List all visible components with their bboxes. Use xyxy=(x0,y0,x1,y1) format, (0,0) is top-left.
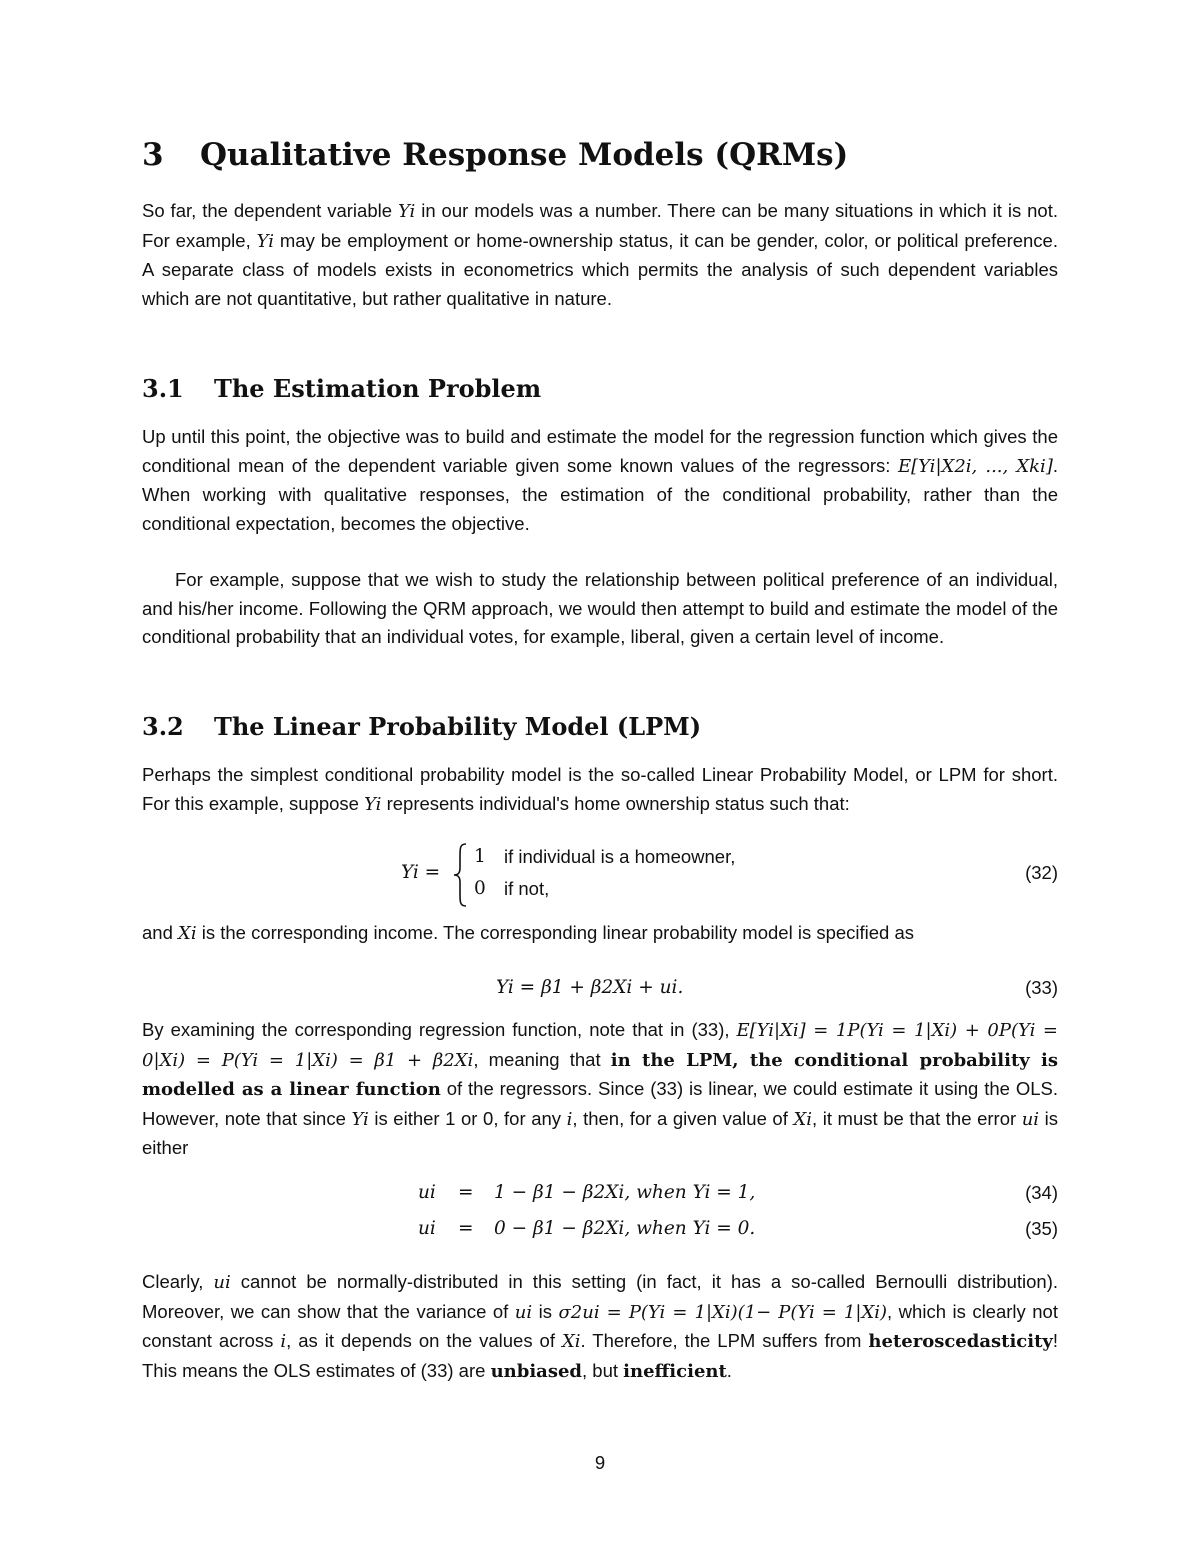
equation-rhs: 0 − β1 − β2Xi, when Yi = 0. xyxy=(494,1218,756,1239)
page-number: 9 xyxy=(594,1452,606,1473)
section-number: 3.1 xyxy=(142,374,184,403)
bold-term: unbiased xyxy=(490,1360,583,1382)
equation-33 xyxy=(142,977,1058,1007)
equation-lhs: ui xyxy=(418,1182,436,1203)
section-number: 3 xyxy=(142,137,164,173)
equation-rhs: 1 − β1 − β2Xi, when Yi = 1, xyxy=(494,1182,756,1203)
math-xi: Xi xyxy=(561,1331,581,1353)
math-ui: ui xyxy=(1021,1108,1040,1130)
math-xi: Xi xyxy=(793,1108,813,1130)
math-variance: σ2ui = P(Yi = 1|Xi)(1− P(Yi = 1|Xi) xyxy=(558,1301,888,1323)
equation-number: (35) xyxy=(1025,1218,1058,1239)
lpm-paragraph-1: Perhaps the simplest conditional probability model is the so-called Linear Probability Model, or LPM for short. For this example, suppose Yi represents individual's home ownership status such that: xyxy=(142,764,1058,815)
equation-number: (32) xyxy=(1025,862,1058,883)
case-2-condition: if not, xyxy=(504,878,550,899)
math-xi: Xi xyxy=(178,923,197,944)
bold-statement: in the LPM, the conditional probability is modelled as a linear function xyxy=(142,1049,1058,1101)
math-yi: Yi xyxy=(256,230,274,252)
left-brace-symbol xyxy=(452,842,470,908)
math-regression-function: E[Yi|Xi] = 1P(Yi = 1|Xi) + 0P(Yi = 0|Xi) = P(Yi = 1|Xi) = β1 + β2Xi xyxy=(142,1020,1059,1071)
equation-35 xyxy=(142,1218,1058,1248)
section-3-intro-paragraph: So far, the dependent variable Yi in our models was a number. There can be many situations in which it is not. For example, Yi may be employment or home-ownership status, it can be gender, color, or political preference. A separate class of models exists in econometrics which permits the analysis of such dependent variables which are not quantitative, but rather qualitative in nature. xyxy=(142,200,1058,309)
math-yi: Yi xyxy=(351,1108,369,1130)
case-1-condition: if individual is a homeowner, xyxy=(504,846,736,867)
equation-32 xyxy=(142,842,1058,908)
equation-34 xyxy=(142,1182,1058,1212)
section-number: 3.2 xyxy=(142,712,184,741)
section-3-1-heading xyxy=(142,374,541,403)
equation-body: Yi = β1 + β2Xi + ui. xyxy=(496,977,684,998)
equation-lhs: Yi = xyxy=(401,862,441,883)
estimation-paragraph-2: For example, suppose that we wish to study the relationship between political preference of an individual, and his/her income. Following the QRM approach, we would then attempt to build and estimate the model of the conditional probability that an individual votes, for example, liberal, given a certain level of income. xyxy=(142,569,1058,648)
math-i: i xyxy=(566,1108,573,1130)
section-title: The Estimation Problem xyxy=(214,374,542,403)
case-2-value: 0 xyxy=(474,878,486,899)
case-1-value: 1 xyxy=(474,846,486,867)
math-i: i xyxy=(280,1331,287,1353)
section-3-heading xyxy=(142,137,848,173)
math-ui: ui xyxy=(514,1301,533,1323)
estimation-paragraph-1: Up until this point, the objective was to build and estimate the model for the regression function which gives the conditional mean of the dependent variable given some known values of the regressors: E[Yi|X2i, ..., Xki]. When working with qualitative responses, the estimation of the conditional probability, rather than the conditional expectation, becomes the objective. xyxy=(142,426,1058,534)
equation-lhs: ui xyxy=(418,1218,436,1239)
bold-term: inefficient xyxy=(623,1360,727,1382)
equals-sign: = xyxy=(458,1218,474,1239)
section-title: The Linear Probability Model (LPM) xyxy=(214,712,702,741)
section-3-2-heading xyxy=(142,712,701,741)
bold-term: heteroscedasticity xyxy=(868,1331,1053,1353)
equation-number: (33) xyxy=(1025,977,1058,998)
math-ui: ui xyxy=(213,1272,231,1293)
lpm-paragraph-2: and Xi is the corresponding income. The corresponding linear probability model is specified as xyxy=(142,922,915,944)
section-title: Qualitative Response Models (QRMs) xyxy=(200,137,849,173)
lpm-paragraph-4: Clearly, ui cannot be normally-distributed in this setting (in fact, it has a so-called Bernoulli distribution). Moreover, we can show that the variance of ui is σ2ui = P(Yi = 1|Xi)(1− P(Yi = 1|Xi), which is clearly not constant across i, as it depends on the values of Xi. Therefore, the LPM suffers from heteroscedasticity! This means the OLS estimates of (33) are unbiased, but inefficient. xyxy=(142,1271,1059,1382)
lpm-paragraph-3: By examining the corresponding regression function, note that in (33), E[Yi|Xi] = 1P(Yi = 1|Xi) + 0P(Yi = 0|Xi) = P(Yi = 1|Xi) = β1 + β2Xi, meaning that in the LPM, the conditional probability is modelled as a linear function of the regressors. Since (33) is linear, we could estimate it using the OLS. However, note that since Yi is either 1 or 0, for any i, then, for a given value of Xi, it must be that the error ui is either xyxy=(142,1019,1059,1159)
equals-sign: = xyxy=(458,1182,474,1203)
equation-number: (34) xyxy=(1025,1182,1058,1203)
math-yi: Yi xyxy=(364,793,382,815)
math-conditional-expectation: E[Yi|X2i, ..., Xki] xyxy=(897,455,1053,477)
math-yi: Yi xyxy=(397,201,416,222)
